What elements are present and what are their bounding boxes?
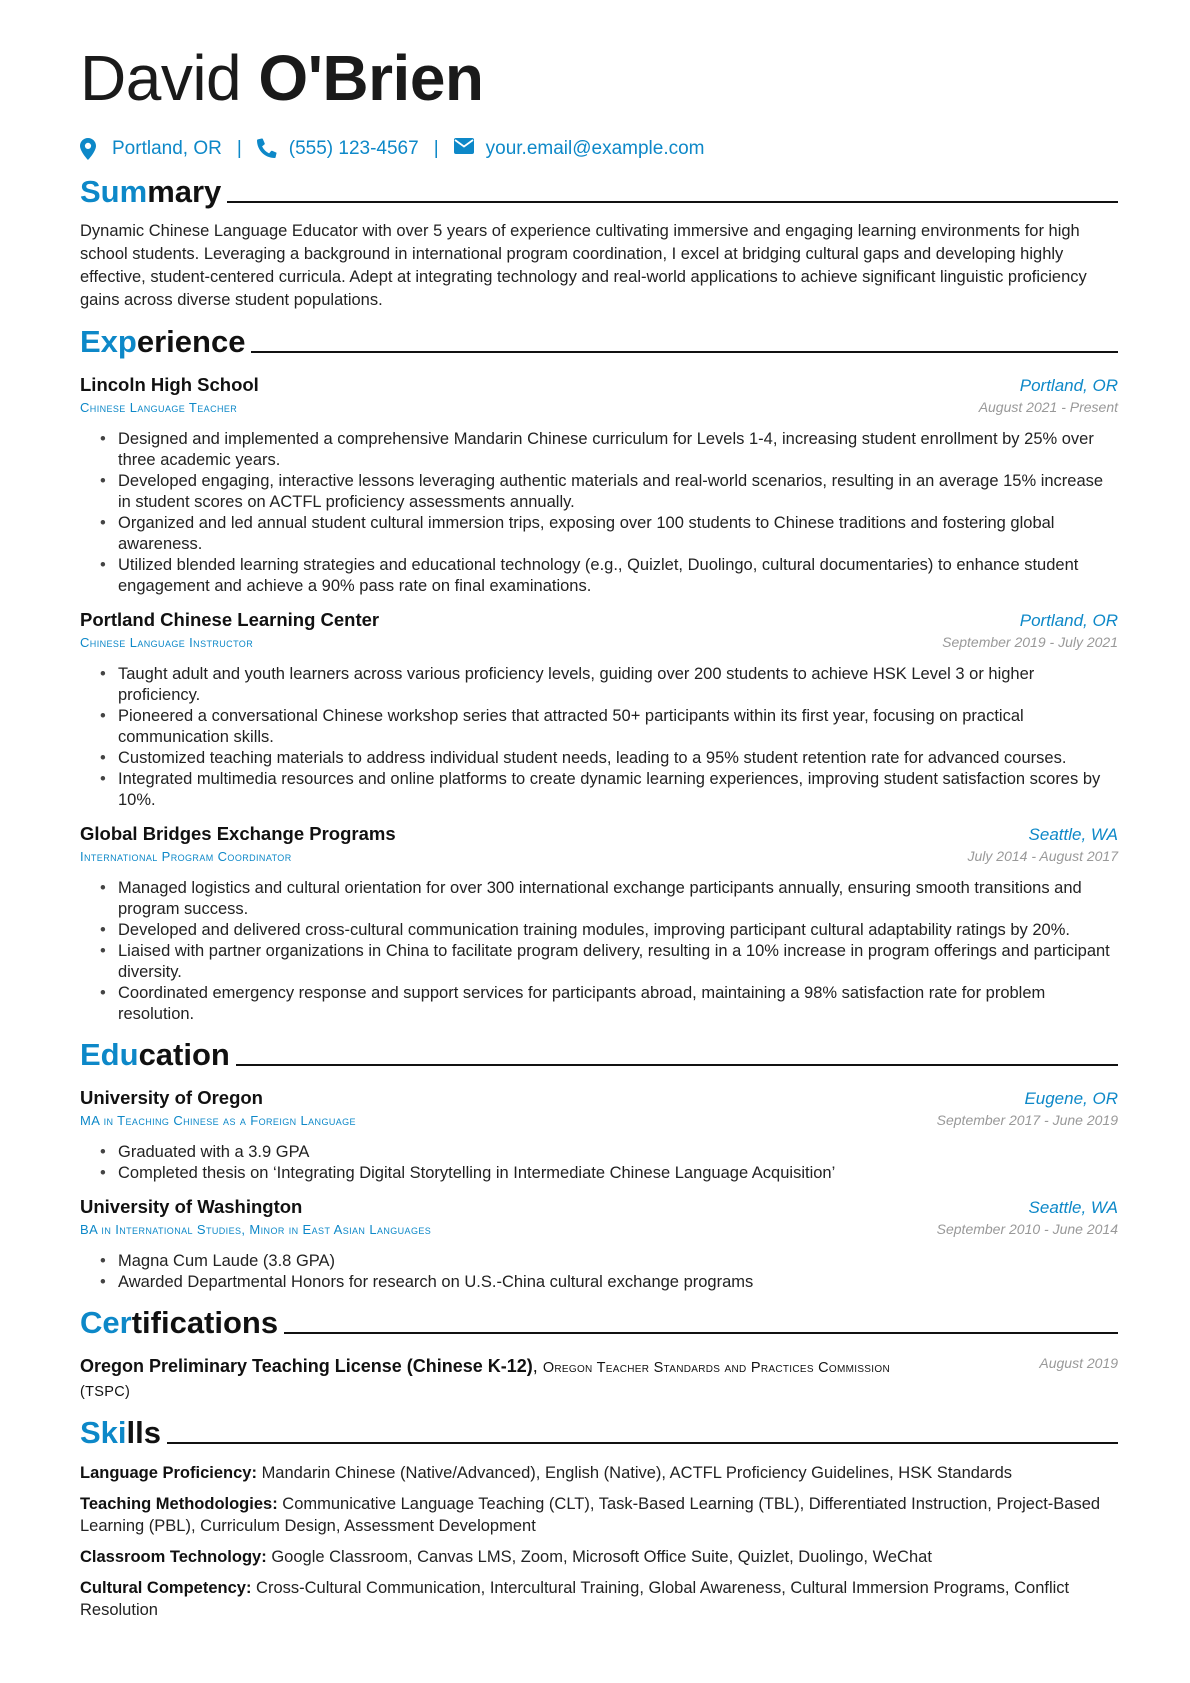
contact-separator: |: [433, 138, 439, 159]
contact-separator: |: [236, 138, 242, 159]
bullet-item: • Managed logistics and cultural orientation for over 300 international exchange participants annually, ensuring smooth transitions and program success.: [100, 878, 1118, 920]
skill-label: Cultural Competency:: [80, 1579, 252, 1597]
heading-rule: [167, 1442, 1118, 1444]
bullet-list: [80, 1142, 1118, 1184]
skill-row: [80, 1493, 1118, 1537]
entry-location: Portland, OR: [1019, 611, 1118, 630]
bullet-item: • Graduated with a 3.9 GPA: [100, 1142, 1118, 1163]
heading-rule: [251, 351, 1118, 353]
bullet-list: [80, 664, 1118, 811]
bullet-item: • Integrated multimedia resources and online platforms to create dynamic learning experiences, improving student satisfaction scores by 10%.: [100, 769, 1118, 811]
degree-title: MA in Teaching Chinese as a Foreign Language: [80, 1113, 356, 1128]
degree-title: BA in International Studies, Minor in East Asian Languages: [80, 1222, 432, 1237]
certification-name: Oregon Preliminary Teaching License (Chinese K-12): [80, 1356, 533, 1376]
heading-accent: Exp: [80, 324, 137, 359]
heading-rule: [284, 1332, 1118, 1334]
entry-dates: September 2017 - June 2019: [936, 1112, 1118, 1128]
envelope-icon: [454, 138, 476, 160]
bullet-item: • Customized teaching materials to address individual student needs, leading to a 95% student retention rate for advanced courses.: [100, 748, 1118, 769]
certifications-heading: [80, 1303, 1118, 1343]
heading-rest: tifications: [131, 1305, 279, 1340]
heading-accent: Cer: [80, 1305, 132, 1340]
bullet-item: • Awarded Departmental Honors for research on U.S.-China cultural exchange programs: [100, 1272, 1118, 1293]
certification-item: [80, 1355, 1118, 1403]
heading-accent: Ski: [80, 1415, 127, 1450]
entry-dates: September 2019 - July 2021: [942, 634, 1118, 650]
education-heading: [80, 1035, 1118, 1075]
entry-dates: August 2021 - Present: [978, 399, 1118, 415]
bullet-item: • Liaised with partner organizations in China to facilitate program delivery, resulting in a 10% increase in program offerings and participant diversity.: [100, 941, 1118, 983]
bullet-list: [80, 429, 1118, 597]
entry-location: Eugene, OR: [1024, 1089, 1118, 1108]
certification-text: Oregon Preliminary Teaching License (Chinese K-12), Oregon Teacher Standards and Practices Commission (TSPC): [80, 1356, 890, 1400]
certification-date: August 2019: [1039, 1355, 1118, 1371]
phone-text: (555) 123-4567: [288, 138, 419, 159]
skill-row: [80, 1577, 1118, 1621]
school-name: University of Washington: [80, 1196, 303, 1217]
employer-name: Lincoln High School: [80, 374, 259, 395]
entry-location: Portland, OR: [1019, 376, 1118, 395]
employer-name: Global Bridges Exchange Programs: [80, 823, 396, 844]
bullet-item: • Developed and delivered cross-cultural communication training modules, improving participant cultural adaptability ratings by 20%.: [100, 920, 1118, 941]
heading-rule: [227, 201, 1118, 203]
skill-value: Cross-Cultural Communication, Intercultural Training, Global Awareness, Cultural Immersion Programs, Conflict Resolution: [80, 1579, 1070, 1619]
bullet-item: • Taught adult and youth learners across various proficiency levels, guiding over 200 students to achieve HSK Level 3 or higher proficiency.: [100, 664, 1118, 706]
job-title: Chinese Language Instructor: [80, 635, 254, 650]
skills-heading: [80, 1413, 1118, 1453]
skill-label: Language Proficiency:: [80, 1464, 257, 1482]
skill-value: Mandarin Chinese (Native/Advanced), English (Native), ACTFL Proficiency Guidelines, HSK Standards: [261, 1464, 1013, 1482]
bullet-item: • Coordinated emergency response and support services for participants abroad, maintaining a 98% satisfaction rate for problem resolution.: [100, 983, 1118, 1025]
contact-email[interactable]: [454, 138, 705, 160]
bullet-item: • Organized and led annual student cultural immersion trips, exposing over 100 students to Chinese traditions and fostering global awareness.: [100, 513, 1118, 555]
bullet-item: • Pioneered a conversational Chinese workshop series that attracted 50+ participants within its first year, focusing on practical communication skills.: [100, 706, 1118, 748]
bullet-item: • Magna Cum Laude (3.8 GPA): [100, 1251, 1118, 1272]
entry-dates: July 2014 - August 2017: [967, 848, 1118, 864]
heading-accent: Sum: [80, 174, 148, 209]
heading-rest: erience: [136, 324, 246, 359]
experience-heading: [80, 322, 1118, 362]
heading-rule: [236, 1064, 1118, 1066]
school-name: University of Oregon: [80, 1087, 263, 1108]
employer-name: Portland Chinese Learning Center: [80, 609, 380, 630]
bullet-item: • Developed engaging, interactive lessons leveraging authentic materials and real-world scenarios, resulting in an average 15% increase in student scores on ACTFL proficiency assessments annually.: [100, 471, 1118, 513]
bullet-item: • Designed and implemented a comprehensive Mandarin Chinese curriculum for Levels 1-4, increasing student enrollment by 25% over three academic years.: [100, 429, 1118, 471]
candidate-name: [80, 40, 1118, 116]
entry-dates: September 2010 - June 2014: [936, 1221, 1118, 1237]
heading-rest: cation: [138, 1037, 230, 1072]
first-name: David: [80, 42, 242, 114]
certification-issuer: Oregon Teacher Standards and Practices Commission (TSPC): [80, 1360, 890, 1400]
education-entry: [80, 1196, 1118, 1293]
skill-value: Communicative Language Teaching (CLT), Task-Based Learning (TBL), Differentiated Instruction, Project-Based Learning (PBL), Curriculum Design, Assessment Development: [80, 1495, 1101, 1535]
last-name: O'Brien: [258, 42, 484, 114]
skill-label: Classroom Technology:: [80, 1548, 267, 1566]
skill-label: Teaching Methodologies:: [80, 1495, 278, 1513]
phone-icon: [257, 138, 279, 160]
contact-bar: [80, 136, 1118, 162]
email-text: your.email@example.com: [485, 138, 705, 159]
location-text: Portland, OR: [112, 138, 222, 159]
experience-entry: [80, 609, 1118, 811]
contact-phone[interactable]: [257, 138, 419, 160]
heading-accent: Edu: [80, 1037, 139, 1072]
job-title: Chinese Language Teacher: [80, 400, 238, 415]
job-title: International Program Coordinator: [80, 849, 292, 864]
entry-location: Seattle, WA: [1028, 1198, 1118, 1217]
experience-entry: [80, 374, 1118, 597]
skill-value: Google Classroom, Canvas LMS, Zoom, Microsoft Office Suite, Quizlet, Duolingo, WeChat: [271, 1548, 932, 1566]
bullet-list: [80, 878, 1118, 1025]
heading-rest: lls: [126, 1415, 161, 1450]
entry-location: Seattle, WA: [1028, 825, 1118, 844]
summary-text: Dynamic Chinese Language Educator with over 5 years of experience cultivating immersive and engaging learning environments for high school students. Leveraging a background in international program coordination, I excel at bridging cultural gaps and developing highly effective, student-centered curricula. Adept at integrating technology and real-world applications to achieve significant linguistic proficiency gains across diverse student populations.: [80, 222, 1087, 309]
skill-row: [80, 1546, 1118, 1568]
heading-rest: mary: [147, 174, 222, 209]
experience-entry: [80, 823, 1118, 1025]
bullet-item: • Completed thesis on ‘Integrating Digital Storytelling in Intermediate Chinese Language Acquisition’: [100, 1163, 1118, 1184]
skill-row: [80, 1462, 1118, 1484]
map-pin-icon: [80, 138, 102, 160]
bullet-list: [80, 1251, 1118, 1293]
contact-location: [80, 138, 222, 160]
bullet-item: • Utilized blended learning strategies and educational technology (e.g., Quizlet, Duolingo, cultural documentaries) to enhance student engagement and achieve a 90% pass rate on final examinations.: [100, 555, 1118, 597]
summary-heading: [80, 172, 1118, 212]
education-entry: [80, 1087, 1118, 1184]
